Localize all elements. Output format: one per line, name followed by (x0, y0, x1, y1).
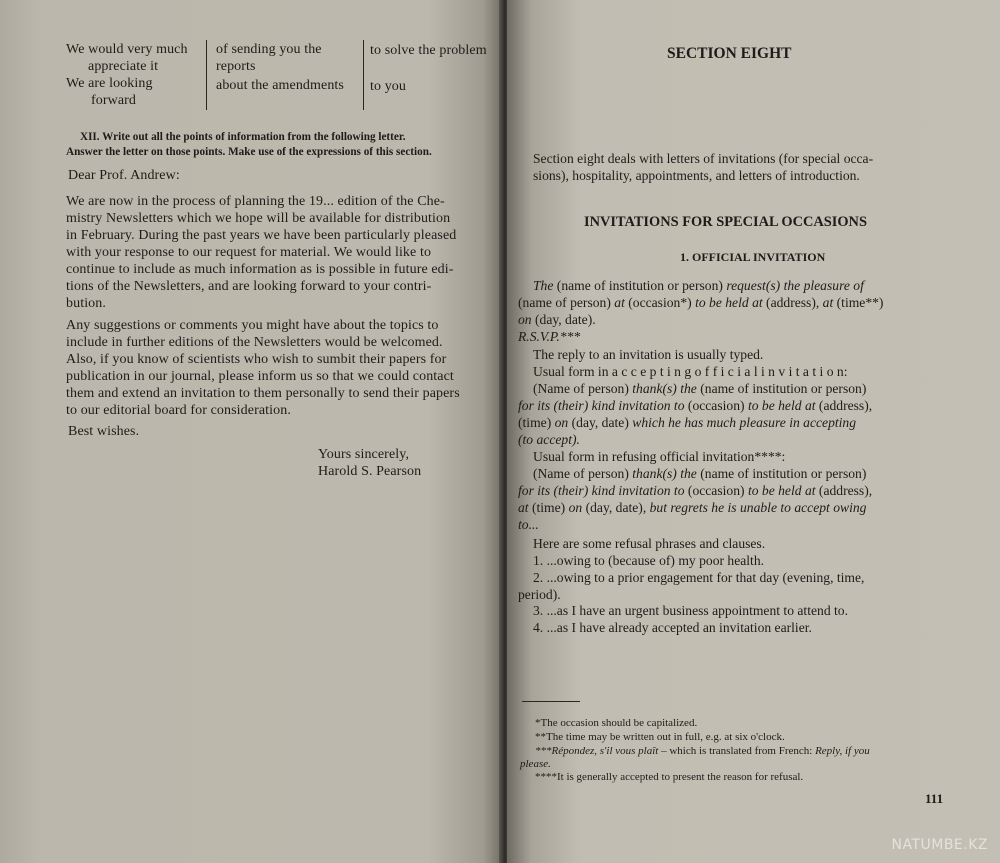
accept-line1 (533, 380, 866, 397)
inv-person: (name of person) (518, 295, 615, 310)
ref-date: (day, date), (582, 500, 650, 515)
letter-p2-l5: them and extend an invitation to them personally to send their papers (66, 386, 460, 401)
accept-line4: (to accept). (518, 432, 580, 447)
ref-held: to be held at (747, 483, 816, 498)
ref-inst: (name of institution or person) (696, 466, 867, 481)
table-col1-line2: appreciate it (88, 59, 159, 74)
fn3-translated: – which is translated from French: (658, 745, 816, 757)
section-title: SECTION EIGHT (667, 45, 792, 62)
table-col1-line1: We would very much (66, 42, 188, 57)
refuse-line4: to... (518, 517, 539, 532)
ref-person: (Name of person) (533, 466, 633, 481)
acc-person: (Name of person) (533, 381, 633, 396)
acc-address: (address), (815, 398, 873, 413)
acc-inst: (name of institution or person) (696, 381, 867, 396)
inv-time: (time**) (833, 295, 884, 310)
refuse-line2 (518, 482, 872, 499)
footnote-rule (522, 701, 580, 702)
letter-salutation: Dear Prof. Andrew: (68, 168, 180, 183)
ref-on: on (568, 500, 583, 515)
table-col3-line1: to solve the problem (370, 43, 487, 58)
footnote-2: **The time may be written out in full, e.g. at six o'clock. (535, 731, 785, 743)
refuse-line1 (533, 465, 866, 482)
exercise-line2: Answer the letter on those points. Make use of the expressions of this section. (66, 146, 432, 158)
footnote-4: ****It is generally accepted to present the reason for refusal. (535, 771, 804, 783)
watermark-text: NATUMBE.KZ (891, 837, 988, 853)
acc-on: on (554, 415, 569, 430)
letter-signoff: Yours sincerely, (318, 447, 410, 462)
footnote-3 (535, 745, 870, 758)
official-invitation-subheading: 1. OFFICIAL INVITATION (680, 250, 826, 264)
refusal-intro: Here are some refusal phrases and clauses. (533, 536, 766, 551)
letter-p2-l3: Also, if you know of scientists who wish to sumbit their papers for (66, 352, 447, 367)
acc-date: (day, date) (568, 415, 633, 430)
letter-p2-l1: Any suggestions or comments you might have about the topics to (66, 318, 439, 333)
footnote-3-cont: please. (520, 758, 551, 770)
exercise-line1: XII. Write out all the points of information from the following letter. (80, 131, 406, 143)
table-divider-1 (206, 40, 207, 110)
inv-request: request(s) the pleasure of (726, 278, 864, 293)
letter-p1-l5: continue to include as much information as is possible in future edi- (66, 262, 454, 277)
inv-held-at: to be held at (695, 295, 763, 310)
refuse-label: Usual form in refusing official invitation****: (533, 449, 786, 464)
table-col2-line2: reports (216, 59, 256, 74)
letter-p1-l7: bution. (66, 296, 106, 311)
invitation-line3 (518, 311, 596, 328)
acc-held: to be held at (747, 398, 816, 413)
inv-occasion: (occasion*) (624, 295, 696, 310)
watermark (891, 837, 988, 853)
invitations-heading: INVITATIONS FOR SPECIAL OCCASIONS (584, 214, 867, 230)
fn3-reply: Reply, if you (815, 745, 870, 757)
refusal-2-cont: period). (518, 587, 561, 602)
acc-kind: for its (their) kind invitation to (518, 398, 685, 413)
footnote-1: *The occasion should be capitalized. (535, 717, 698, 729)
ref-kind: for its (their) kind invitation to (518, 483, 685, 498)
letter-p1-l1: We are now in the process of planning the 19... edition of the Che- (66, 194, 445, 209)
letter-p1-l4: with your response to our request for material. We would like to (66, 245, 432, 260)
intro-line2: sions), hospitality, appointments, and letters of introduction. (533, 168, 860, 183)
letter-p2-l2: include in further editions of the Newsletters would be welcomed. (66, 335, 443, 350)
table-col1-line3: We are looking (66, 76, 153, 91)
accept-line2 (518, 397, 872, 414)
invitation-line2 (518, 294, 883, 311)
refusal-1: 1. ...owing to (because of) my poor health. (533, 553, 765, 568)
inv-at2: at (822, 295, 834, 310)
table-col3-line2: to you (370, 79, 406, 94)
ref-occasion: (occasion) (684, 483, 748, 498)
table-divider-2 (363, 40, 364, 110)
ref-at: at (518, 500, 529, 515)
inv-address: (address), (762, 295, 823, 310)
ref-time: (time) (528, 500, 569, 515)
table-col2-line3: about the amendments (216, 78, 344, 93)
accept-line3 (518, 414, 856, 431)
inv-on: on (518, 312, 532, 327)
intro-line1: Section eight deals with letters of invitations (for special occa- (533, 151, 874, 166)
rsvp: R.S.V.P.*** (518, 329, 581, 344)
table-col2-line1: of sending you the (216, 42, 322, 57)
letter-closing: Best wishes. (68, 424, 140, 439)
refusal-3: 3. ...as I have an urgent business appointment to attend to. (533, 603, 848, 618)
right-page (507, 0, 1000, 863)
ref-address: (address), (815, 483, 873, 498)
ref-thanks: thank(s) the (632, 466, 697, 481)
letter-p1-l3: in February. During the past years we have been particularly pleased (66, 228, 457, 243)
letter-signature: Harold S. Pearson (318, 464, 422, 479)
letter-p2-l4: publication in our journal, please inform us so that we could contact (66, 369, 454, 384)
acc-occasion: (occasion) (684, 398, 748, 413)
acc-thanks: thank(s) the (632, 381, 697, 396)
inv-at: at (614, 295, 625, 310)
table-col1-line4: forward (91, 93, 137, 108)
ref-regrets: but regrets he is unable to accept owing (649, 500, 867, 515)
letter-p1-l6: tions of the Newsletters, and are looking forward to your contri- (66, 279, 432, 294)
refusal-2: 2. ...owing to a prior engagement for that day (evening, time, (533, 570, 865, 585)
acc-pleasure: which he has much pleasure in accepting (632, 415, 857, 430)
acc-time: (time) (518, 415, 555, 430)
refusal-4: 4. ...as I have already accepted an invitation earlier. (533, 620, 812, 635)
refuse-line3 (518, 499, 866, 516)
inv-the: The (533, 278, 554, 293)
inv-name: (name of institution or person) (553, 278, 727, 293)
invitation-line1 (533, 277, 864, 294)
accept-label: Usual form in a c c e p t i n g o f f i c i a l i n v i t a t i o n: (533, 364, 848, 379)
reply-typed: The reply to an invitation is usually typed. (533, 347, 764, 362)
fn3-french: ***Répondez, s'il vous plaît (535, 745, 659, 757)
page-number: 111 (925, 791, 944, 806)
letter-p1-l2: mistry Newsletters which we hope will be available for distribution (66, 211, 451, 226)
letter-p2-l6: to our editorial board for consideration. (66, 403, 291, 418)
inv-date: (day, date). (531, 312, 596, 327)
